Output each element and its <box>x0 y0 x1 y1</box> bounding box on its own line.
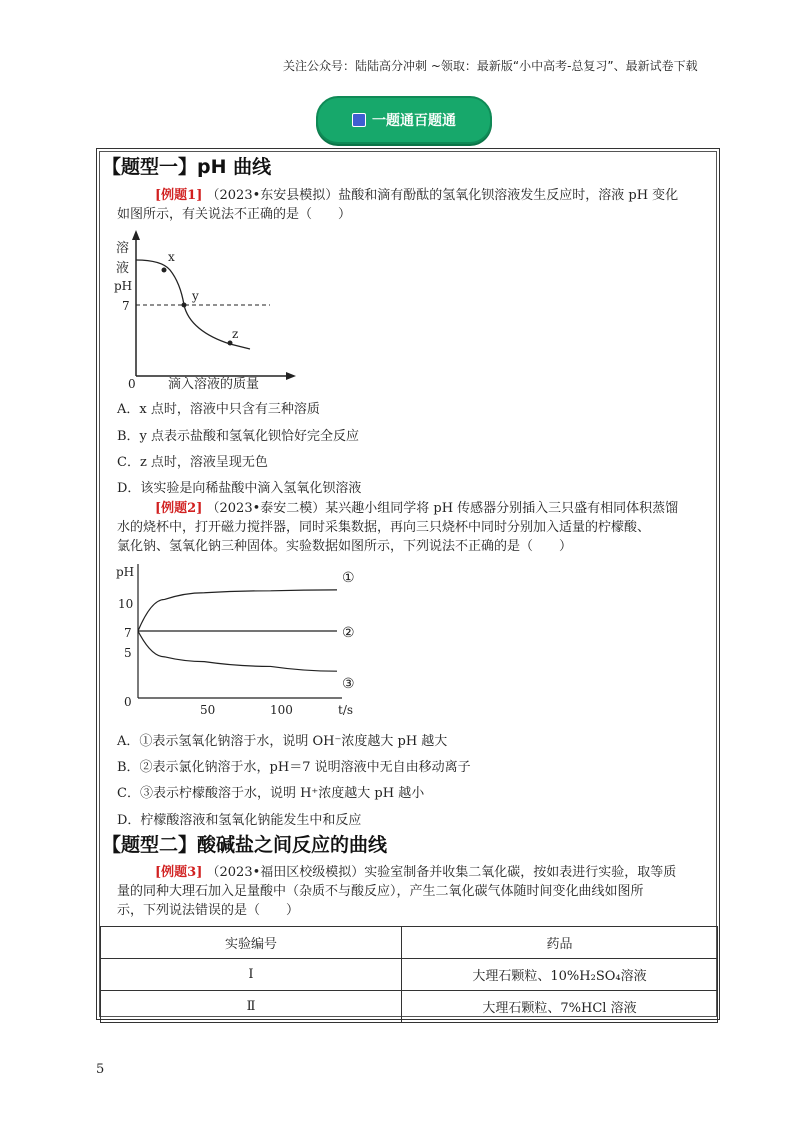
ex1-option-c: C．z 点时，溶液呈现无色 <box>117 455 268 470</box>
ex1-label-y: y <box>192 289 199 303</box>
ex2-option-a: A．①表示氢氧化钠溶于水，说明 OH⁻浓度越大 pH 越大 <box>117 734 448 749</box>
ex1-ylabel-1: 液 <box>116 261 130 276</box>
ex3-line2: 量的同种大理石加入足量酸中（杂质不与酸反应），产生二氧化碳气体随时间变化曲线如图所 <box>117 884 644 899</box>
ex2-curve-label-2: ② <box>342 625 355 641</box>
table-cell: Ⅱ <box>101 991 402 1023</box>
table-header-cell: 药品 <box>402 927 718 959</box>
ex1-text1: （2023•东安县模拟）盐酸和滴有酚酞的氢氧化钡溶液发生反应时，溶液 pH 变化 <box>206 188 679 203</box>
section1-title: 【题型一】pH 曲线 <box>102 156 272 178</box>
ex1-xlabel: 滴入溶液的质量 <box>168 377 260 392</box>
ex1-point-z <box>228 341 233 346</box>
table-cell: Ⅰ <box>101 959 402 991</box>
ex2-line2: 水的烧杯中，打开磁力搅拌器，同时采集数据，再向三只烧杯中同时分别加入适量的柠檬酸、 <box>117 520 651 535</box>
ex1-point-y <box>182 303 187 308</box>
table-header-row <box>101 927 718 959</box>
table-row <box>101 991 718 1023</box>
ex2-tag: [例题2] <box>155 501 203 516</box>
ex1-point-x <box>162 268 167 273</box>
ex2-xtick-50: 50 <box>200 703 216 717</box>
ex3-tag: [例题3] <box>155 865 203 880</box>
ex1-ylabel-0: 溶 <box>116 241 130 256</box>
badge-label: 一题通百题通 <box>372 113 456 129</box>
ex1-chart <box>110 228 300 393</box>
small-square-icon <box>352 113 366 127</box>
ex1-line2: 如图所示，有关说法不正确的是（ ） <box>117 207 352 222</box>
ex2-chart <box>112 560 382 720</box>
ex1-option-a: A．x 点时，溶液中只含有三种溶质 <box>117 402 320 417</box>
ex1-label-z: z <box>232 327 239 341</box>
ex2-ylabel: pH <box>116 565 135 579</box>
ex2-xtick-ts: t/s <box>338 703 354 717</box>
section2-title: 【题型二】酸碱盐之间反应的曲线 <box>102 834 388 856</box>
ex2-curve-label-1: ① <box>342 570 355 586</box>
ex1-y-arrow <box>132 230 140 240</box>
ex2-text1: （2023•泰安二模）某兴趣小组同学将 pH 传感器分别插入三只盛有相同体积蒸馏 <box>206 501 679 516</box>
ex2-curve-1 <box>138 590 337 631</box>
ex1-x-arrow <box>286 372 296 380</box>
table-cell: 大理石颗粒、10%H₂SO₄溶液 <box>402 959 718 991</box>
ex1-ylabel-2: pH <box>114 279 133 293</box>
ex1-origin: 0 <box>128 377 136 391</box>
ex1-tag: [例题1] <box>155 188 203 203</box>
table-header-cell: 实验编号 <box>101 927 402 959</box>
ex3-table <box>100 926 718 1023</box>
ex2-xtick-100: 100 <box>270 703 293 717</box>
ex2-option-c: C．③表示柠檬酸溶于水，说明 H⁺浓度越大 pH 越小 <box>117 786 425 801</box>
ex3-text1: （2023•福田区校级模拟）实验室制备并收集二氧化碳，按如表进行实验，取等质 <box>206 865 677 880</box>
ex2-curve-label-3: ③ <box>342 676 355 692</box>
header-note: 关注公众号：陆陆高分冲刺 ~领取：最新版“小中高考-总复习”、最新试卷下载 <box>283 59 698 73</box>
ex2-option-d: D．柠檬酸溶液和氢氧化钠能发生中和反应 <box>117 813 362 828</box>
ex1-option-d: D．该实验是向稀盐酸中滴入氢氧化钡溶液 <box>117 481 362 496</box>
ex1-label-x: x <box>168 250 175 264</box>
table-cell: 大理石颗粒、7%HCl 溶液 <box>402 991 718 1023</box>
page-number: 5 <box>96 1062 105 1077</box>
table-row <box>101 959 718 991</box>
ex2-line3: 氯化钠、氢氧化钠三种固体。实验数据如图所示，下列说法不正确的是（ ） <box>117 539 573 554</box>
ex3-line3: 示，下列说法错误的是（ ） <box>117 903 300 918</box>
ex1-ytick-7: 7 <box>122 299 130 313</box>
ex2-curve-3 <box>138 631 337 671</box>
ex2-ytick-10: 10 <box>118 597 134 611</box>
section-badge <box>316 96 492 144</box>
ex2-ytick-0: 0 <box>124 695 132 709</box>
ex2-ytick-7: 7 <box>124 626 132 640</box>
ex2-ytick-5: 5 <box>124 646 132 660</box>
ex2-option-b: B．②表示氯化钠溶于水，pH＝7 说明溶液中无自由移动离子 <box>117 760 471 775</box>
ex1-option-b: B．y 点表示盐酸和氢氧化钡恰好完全反应 <box>117 429 360 444</box>
